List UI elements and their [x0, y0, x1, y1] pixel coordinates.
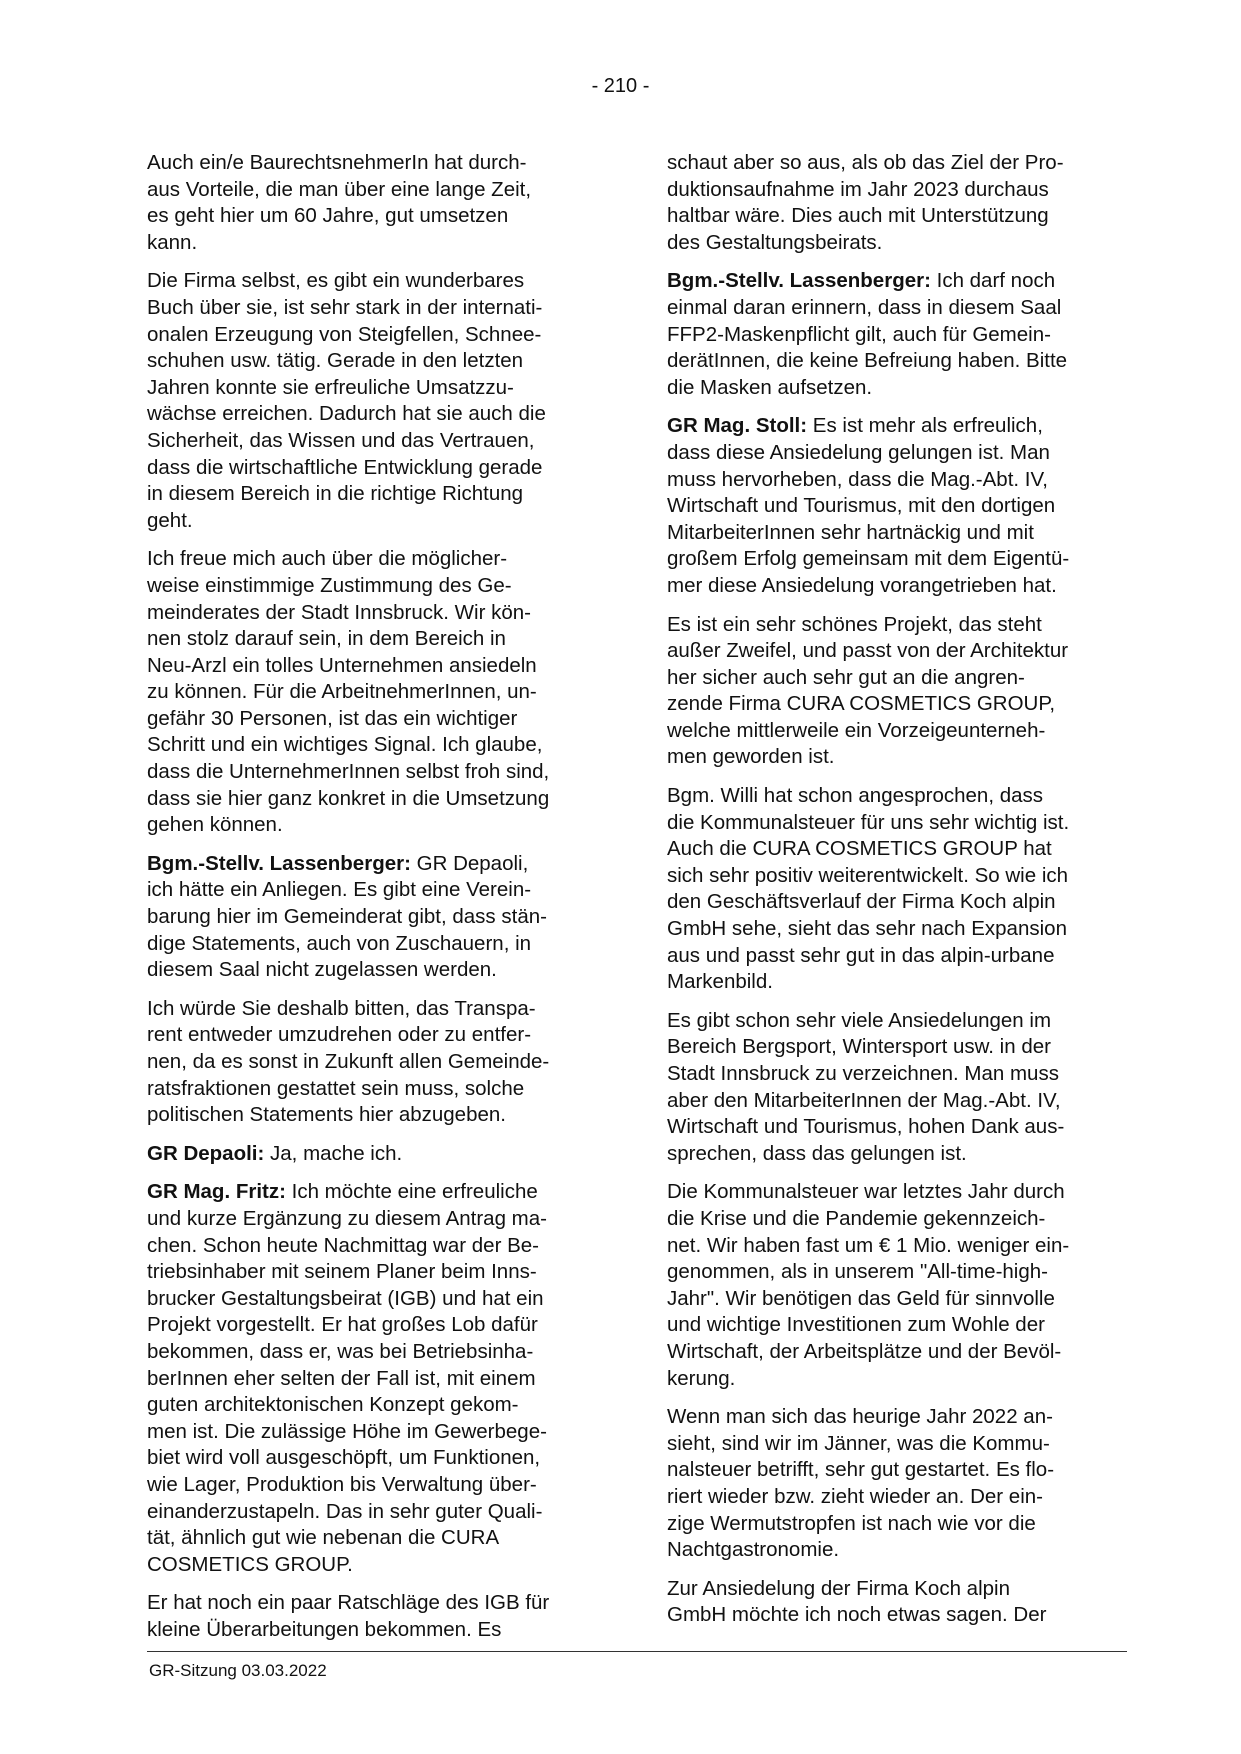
footer-divider	[147, 1651, 1127, 1652]
paragraph-text: Ich würde Sie deshalb bitten, das Transpa- rent entweder umzudrehen oder zu entfer- nen, da es sonst in Zukunft allen Gemeinde- ratsfraktionen gestattet sein muss, solche politischen Statements hier abzugeben.	[147, 996, 550, 1127]
paragraph	[147, 546, 607, 839]
paragraph-text: Es ist mehr als erfreulich, dass diese Ansiedelung gelungen ist. Man muss hervorheben, dass die Mag.-Abt. IV, Wirtschaft und Tourismus, mit den dortigen MitarbeiterInnen sehr hartnäckig und mit großem Erfolg gemeinsam mit dem Eigentü- mer diese Ansiedelung vorangetrieben hat.	[667, 414, 1070, 597]
paragraph	[667, 1179, 1127, 1392]
paragraph	[667, 1008, 1127, 1168]
paragraph	[147, 1141, 607, 1168]
paragraph-text: Es ist ein sehr schönes Projekt, das steht außer Zweifel, und passt von der Architektur her sicher auch sehr gut an die angren- zende Firma CURA COSMETICS GROUP, welche mittlerweile ein Vorzeigeunterneh- men geworden ist.	[667, 612, 1069, 769]
paragraph-text: Wenn man sich das heurige Jahr 2022 an- sieht, sind wir im Jänner, was die Kommu- nalsteuer betrifft, sehr gut gestartet. Es flo- riert wieder bzw. zieht wieder an. Der ein- zige Wermutstropfen ist nach wie vor die Nachtgastronomie.	[667, 1405, 1055, 1562]
paragraph	[147, 996, 607, 1129]
left-column	[147, 150, 607, 1655]
paragraph-text: Ich freue mich auch über die möglicher- weise einstimmige Zustimmung des Ge- meinderates der Stadt Innsbruck. Wir kön- nen stolz darauf sein, in dem Bereich in Neu-Arzl ein tolles Unternehmen ansiedeln zu können. Für die ArbeitnehmerInnen, un- gefähr 30 Personen, ist das ein wichtiger Schritt und ein wichtiges Signal. Ich glaube, dass die UnternehmerInnen selbst froh sind, dass sie hier ganz konkret in die Umsetzung gehen können.	[147, 547, 550, 837]
speaker-name: GR Depaoli:	[147, 1141, 265, 1165]
paragraph-text: Ja, mache ich.	[264, 1141, 403, 1165]
paragraph-text: Er hat noch ein paar Ratschläge des IGB für kleine Überarbeitungen bekommen. Es	[147, 1591, 550, 1641]
paragraph	[147, 1179, 607, 1578]
paragraph-text: schaut aber so aus, als ob das Ziel der Pro- duktionsaufnahme im Jahr 2023 durchaus haltbar wäre. Dies auch mit Unterstützung des Gestaltungsbeirats.	[667, 151, 1064, 254]
paragraph	[667, 150, 1127, 256]
speaker-name: GR Mag. Stoll:	[667, 414, 808, 438]
paragraph	[147, 268, 607, 534]
paragraph-text: Ich darf noch einmal daran erinnern, dass in diesem Saal FFP2-Maskenpflicht gilt, auch für Gemein- derätInnen, die keine Befreiung haben. Bitte die Masken aufsetzen.	[667, 269, 1068, 399]
paragraph-text: Die Kommunalsteuer war letztes Jahr durch die Krise und die Pandemie gekennzeich- net. Wir haben fast um € 1 Mio. weniger ein- genommen, als in unserem "All-time-high- Jahr". Wir benötigen das Geld für sinnvolle und wichtige Investitionen zum Wohle der Wirtschaft, der Arbeitsplätze und der Bevöl- kerung.	[667, 1180, 1070, 1390]
speaker-name: GR Mag. Fritz:	[147, 1180, 286, 1204]
right-column	[667, 150, 1127, 1641]
paragraph-text: Zur Ansiedelung der Firma Koch alpin GmbH möchte ich noch etwas sagen. Der	[667, 1576, 1047, 1627]
paragraph	[667, 612, 1127, 772]
paragraph-text: Es gibt schon sehr viele Ansiedelungen im Bereich Bergsport, Wintersport usw. in der Stadt Innsbruck zu verzeichnen. Man muss aber den MitarbeiterInnen der Mag.-Abt. IV, Wirtschaft und Tourismus, hohen Dank aus- sprechen, dass das gelungen ist.	[667, 1008, 1065, 1165]
page-number: - 210 -	[591, 75, 650, 97]
paragraph	[667, 1404, 1127, 1564]
paragraph-text: Bgm. Willi hat schon angesprochen, dass die Kommunalsteuer für uns sehr wichtig ist. Auch die CURA COSMETICS GROUP hat sich sehr positiv weiterentwickelt. So wie ich den Geschäftsverlauf der Firma Koch alpin GmbH sehe, sieht das sehr nach Expansion aus und passt sehr gut in das alpin-urbane Markenbild.	[667, 784, 1070, 994]
paragraph	[667, 783, 1127, 996]
paragraph	[667, 1576, 1127, 1629]
paragraph	[147, 150, 607, 256]
paragraph	[147, 1590, 607, 1643]
paragraph-text: Auch ein/e BaurechtsnehmerIn hat durch- aus Vorteile, die man über eine lange Zeit, es geht hier um 60 Jahre, gut umsetzen kann.	[147, 151, 532, 254]
paragraph	[667, 413, 1127, 599]
paragraph-text: Die Firma selbst, es gibt ein wunderbares Buch über sie, ist sehr stark in der internati- onalen Erzeugung von Steigfellen, Schnee- schuhen usw. tätig. Gerade in den letzten Jahren konnte sie erfreuliche Umsatzzu- wächse erreichen. Dadurch hat sie auch die Sicherheit, das Wissen und das Vertrauen, dass die wirtschaftliche Entwicklung gerade in diesem Bereich in die richtige Richtung geht.	[147, 269, 546, 532]
speaker-name: Bgm.-Stellv. Lassenberger:	[667, 269, 931, 293]
paragraph-text: GR Depaoli, ich hätte ein Anliegen. Es gibt eine Verein- barung hier im Gemeinderat gibt, dass stän- dige Statements, auch von Zuschauern, in diesem Saal nicht zugelassen werden.	[147, 851, 547, 982]
paragraph	[667, 268, 1127, 401]
speaker-name: Bgm.-Stellv. Lassenberger:	[147, 851, 411, 875]
paragraph	[147, 851, 607, 984]
footer-session-date: GR-Sitzung 03.03.2022	[149, 1661, 327, 1680]
paragraph-text: Ich möchte eine erfreuliche und kurze Ergänzung zu diesem Antrag ma- chen. Schon heute Nachmittag war der Be- triebsinhaber mit seinem Planer beim Inns- brucker Gestaltungsbeirat (IGB) und hat ein Projekt vorgestellt. Er hat großes Lob dafür bekommen, dass er, was bei Betriebsinha- berInnen eher selten der Fall ist, mit einem guten architektonischen Konzept gekom- men ist. Die zulässige Höhe im Gewerbege- biet wird voll ausgeschöpft, um Funktionen, wie Lager, Produktion bis Verwaltung über- einanderzustapeln. Das in sehr guter Quali- tät, ähnlich gut wie nebenan die CURA COSMETICS GROUP.	[147, 1180, 547, 1576]
